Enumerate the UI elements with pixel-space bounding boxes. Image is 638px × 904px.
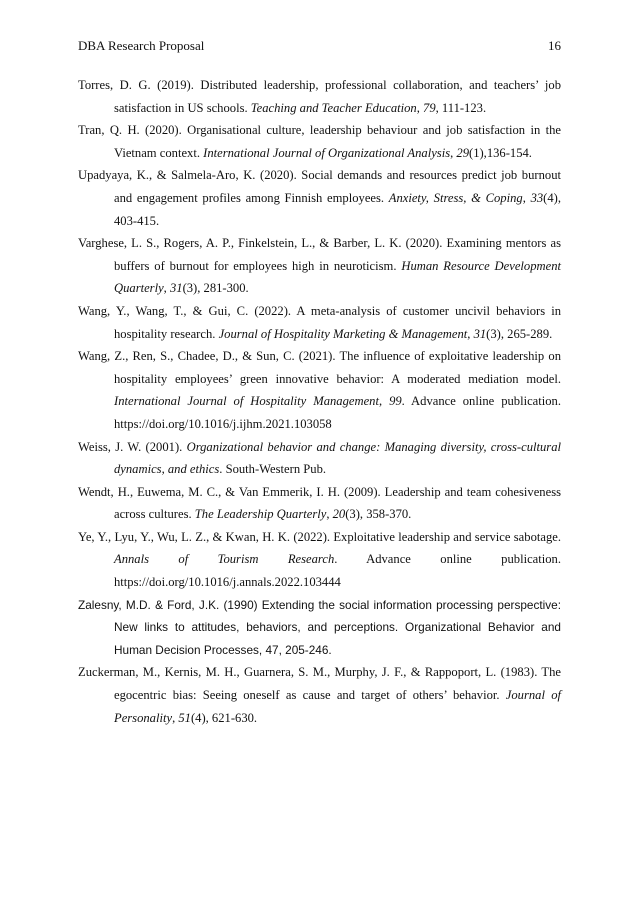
reference-entry: Wang, Z., Ren, S., Chadee, D., & Sun, C. (2021). The influence of exploitative leadership on hospitality employees’ green innovative behavior: A moderated mediation model. International Journal of Hospitality Management, 99. Advance online publication. https://doi.org/10.1016/j.ijhm.2021.103058: [78, 349, 561, 431]
running-head: DBA Research Proposal: [78, 38, 205, 53]
page-number: 16: [548, 38, 561, 53]
reference-entry: Upadyaya, K., & Salmela-Aro, K. (2020). Social demands and resources predict job burnout and engagement profiles among Finnish employees. Anxiety, Stress, & Coping, 33(4), 403-415.: [78, 168, 561, 228]
reference-list: [78, 74, 561, 729]
reference-entry: Zuckerman, M., Kernis, M. H., Guarnera, S. M., Murphy, J. F., & Rappoport, L. (1983). The egocentric bias: Seeing oneself as cause and target of others’ behavior. Journal of Personality, 51(4), 621-630.: [78, 665, 562, 725]
reference-entry: Wendt, H., Euwema, M. C., & Van Emmerik, I. H. (2009). Leadership and team cohesiveness across cultures. The Leadership Quarterly, 20(3), 358-370.: [78, 484, 561, 522]
reference-entry: Wang, Y., Wang, T., & Gui, C. (2022). A meta-analysis of customer uncivil behaviors in hospitality research. Journal of Hospitality Marketing & Management, 31(3), 265-289.: [78, 303, 561, 341]
reference-entry: Tran, Q. H. (2020). Organisational culture, leadership behaviour and job satisfaction in the Vietnam context. International Journal of Organizational Analysis, 29(1),136-154.: [78, 123, 561, 160]
reference-entry: Torres, D. G. (2019). Distributed leadership, professional collaboration, and teachers’ job satisfaction in US schools. Teaching and Teacher Education, 79, 111-123.: [78, 78, 561, 115]
reference-entry: Ye, Y., Lyu, Y., Wu, L. Z., & Kwan, H. K. (2022). Exploitative leadership and service sabotage. Annals of Tourism Research. Advance online publication. https://doi.org/10.1016/j.annals.2022.103444: [78, 529, 561, 590]
reference-entry: Varghese, L. S., Rogers, A. P., Finkelstein, L., & Barber, L. K. (2020). Examining mentors as buffers of burnout for employees high in neuroticism. Human Resource Development Quarterly, 31(3), 281-300.: [78, 236, 561, 296]
reference-entry: Weiss, J. W. (2001). Organizational behavior and change: Managing diversity, cross-cultural dynamics, and ethics. South-Western Pub.: [78, 439, 561, 477]
reference-entry: Zalesny, M.D. & Ford, J.K. (1990) Extending the social information processing perspective: New links to attitudes, behaviors, and perceptions. Organizational Behavior and Human Decision Processes, 47, 205-246.: [78, 597, 561, 657]
page-header: [78, 38, 561, 54]
